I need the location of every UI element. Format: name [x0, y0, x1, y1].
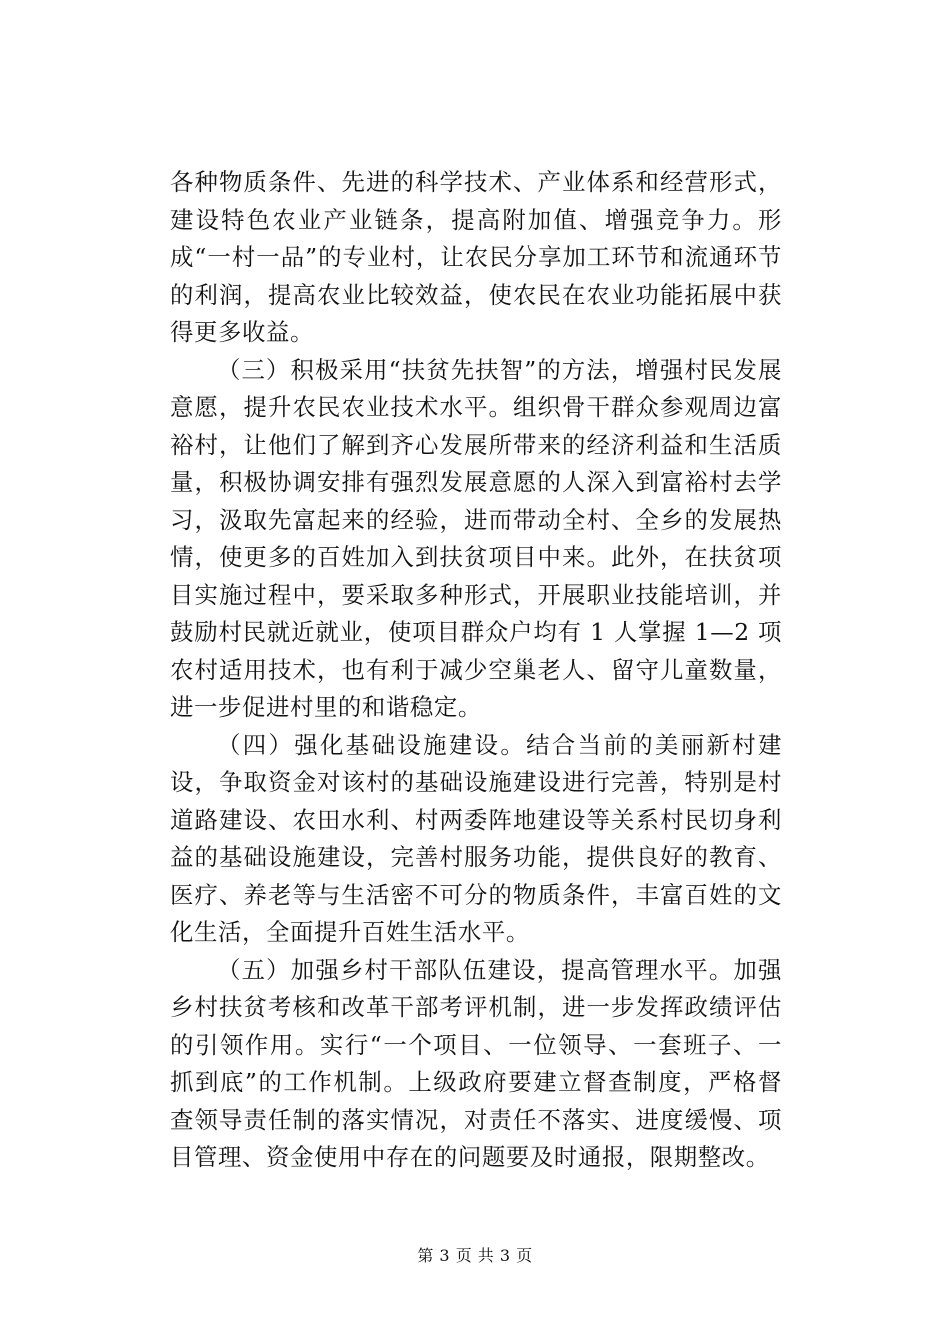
document-body [170, 164, 782, 1177]
paragraph-continuation: 各种物质条件、先进的科学技术、产业体系和经营形式，建设特色农业产业链条，提高附加值、增强竞争力。形成“一村一品”的专业村，让农民分享加工环节和流通环节的利润，提高农业比较效益，使农民在农业功能拓展中获得更多收益。 [170, 168, 782, 346]
paragraph-section-4: （四）强化基础设施建设。结合当前的美丽新村建设，争取资金对该村的基础设施建设进行完善，特别是村道路建设、农田水利、村两委阵地建设等关系村民切身利益的基础设施建设，完善村服务功能，提供良好的教育、医疗、养老等与生活密不可分的物质条件，丰富百姓的文化生活，全面提升百姓生活水平。 [170, 730, 782, 946]
page-number-footer: 第 3 页 共 3 页 [417, 1246, 533, 1265]
paragraph-section-3: （三）积极采用“扶贫先扶智”的方法，增强村民发展意愿，提升农民农业技术水平。组织骨干群众参观周边富裕村，让他们了解到齐心发展所带来的经济利益和生活质量，积极协调安排有强烈发展意愿的人深入到富裕村去学习，汲取先富起来的经验，进而带动全村、全乡的发展热情，使更多的百姓加入到扶贫项目中来。此外，在扶贫项目实施过程中，要采取多种形式，开展职业技能培训，并鼓励村民就近就业，使项目群众户均有 1 人掌握 1—2 项农村适用技术，也有利于减少空巢老人、留守儿童数量，进一步促进村里的和谐稳定。 [170, 355, 782, 721]
paragraph-section-5: （五）加强乡村干部队伍建设，提高管理水平。加强乡村扶贫考核和改革干部考评机制，进一步发挥政绩评估的引领作用。实行“一个项目、一位领导、一套班子、一抓到底”的工作机制。上级政府要建立督查制度，严格督查领导责任制的落实情况，对责任不落实、进度缓慢、项目管理、资金使用中存在的问题要及时通报，限期整改。 [170, 955, 782, 1171]
